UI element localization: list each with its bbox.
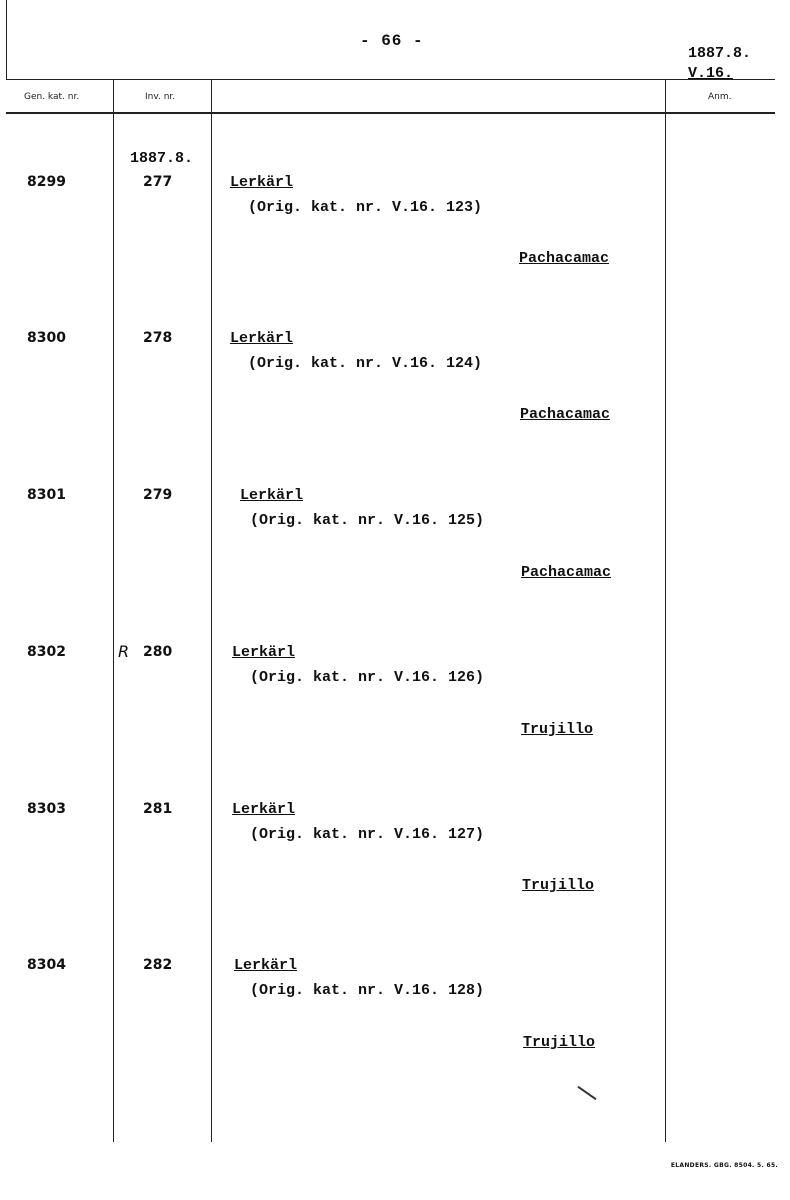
gen-kat-nr: 8304 (27, 957, 66, 973)
inv-nr: 280 (143, 644, 173, 660)
inv-nr: 277 (143, 174, 173, 190)
column-divider-3 (665, 80, 666, 1142)
catalog-reference (688, 44, 751, 84)
page-number: - 66 - (360, 32, 424, 50)
place-name: Pachacamac (520, 406, 611, 423)
inv-nr: 279 (143, 487, 173, 503)
header-bottom-rule (6, 112, 775, 114)
left-border-line (6, 0, 7, 80)
column-header-gen-kat-nr: Gen. kat. nr. (24, 92, 80, 102)
place-name: Trujillo (523, 1034, 596, 1051)
original-catalog-reference: (Orig. kat. nr. V.16. 124) (248, 355, 483, 372)
item-name: Lerkärl (240, 487, 304, 504)
item-name: Lerkärl (230, 330, 294, 347)
item-name: Lerkärl (230, 174, 294, 191)
place-name: Trujillo (522, 877, 595, 894)
place-name: Pachacamac (519, 250, 610, 267)
inv-nr: 282 (143, 957, 173, 973)
original-catalog-reference: (Orig. kat. nr. V.16. 128) (250, 982, 485, 999)
column-header-inv-nr: Inv. nr. (145, 92, 176, 102)
catalog-reference-line-2: V.16. (688, 65, 734, 82)
catalog-reference-line-1: 1887.8. (688, 45, 752, 62)
inv-nr: 278 (143, 330, 173, 346)
item-name: Lerkärl (234, 957, 298, 974)
gen-kat-nr: 8302 (27, 644, 66, 660)
original-catalog-reference: (Orig. kat. nr. V.16. 125) (250, 512, 485, 529)
inv-number-prefix: 1887.8. (130, 150, 194, 167)
original-catalog-reference: (Orig. kat. nr. V.16. 123) (248, 199, 483, 216)
pencil-stroke (577, 1086, 596, 1100)
gen-kat-nr: 8301 (27, 487, 66, 503)
original-catalog-reference: (Orig. kat. nr. V.16. 127) (250, 826, 485, 843)
column-divider-2 (211, 80, 212, 1142)
printer-imprint: ELANDERS. GBG. 8504. 5. 65. (670, 1162, 778, 1169)
gen-kat-nr: 8300 (27, 330, 66, 346)
original-catalog-reference: (Orig. kat. nr. V.16. 126) (250, 669, 485, 686)
place-name: Trujillo (521, 721, 594, 738)
header-top-rule (6, 79, 775, 80)
column-header-anm: Anm. (708, 92, 732, 102)
gen-kat-nr: 8299 (27, 174, 66, 190)
gen-kat-nr: 8303 (27, 801, 66, 817)
inv-nr: 281 (143, 801, 173, 817)
handwritten-mark: R (118, 642, 130, 661)
place-name: Pachacamac (521, 564, 612, 581)
item-name: Lerkärl (232, 801, 296, 818)
item-name: Lerkärl (232, 644, 296, 661)
column-divider-1 (113, 80, 114, 1142)
